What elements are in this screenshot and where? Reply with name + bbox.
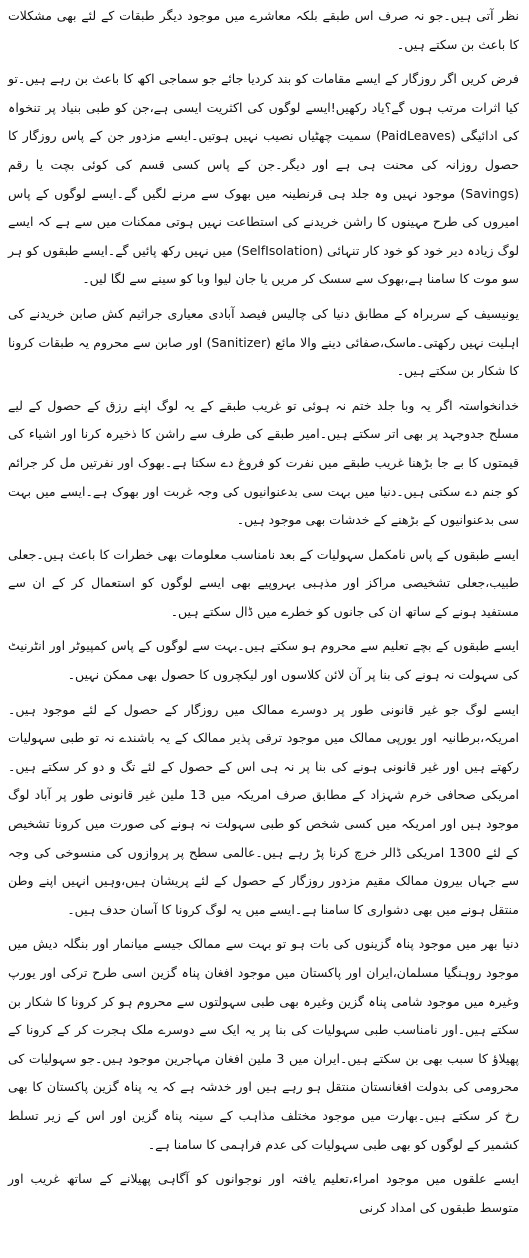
paragraph-2: فرض کریں اگر روزگار کے ایسے مقامات کو بند کردیا جائے جو سماجی اکھ کا باعث بن رہے ہیں۔تو کیا اثرات مرتب ہوں گے؟یاد رکھیں!ایسے لوگوں کی اکثریت ایسی ہے،جن کو طبی بنیاد پر تنخواہ کی ادائیگی (PaidLeaves) سمیت چھٹیاں نصیب نہیں ہوتیں۔ایسے مزدور جن کے پاس روزگار کا حصول روزانہ کی محنت ہی ہے اور دیگر۔جن کے پاس کسی قسم کی کوئی بچت یا رقم (Savings) موجود نہیں وہ جلد ہی قرنطینہ میں بھوک سے مرنے لگیں گے۔ایسے لوگوں کے پاس امیروں کی طرح مہینوں کا راشن خریدنے کی استطاعت نہیں ہوتی ممکنات میں سے ہے کہ ایسے لوگ زیادہ دیر خود کو خود کار تنہائی (SelfIsolation) میں نہیں رکھ پائیں گے۔ایسے طبقوں کو ہر سو موت کا سامنا ہے،بھوک سے سسک کر مریں یا جان لیوا وبا کو سینے سے لگا لیں۔ [8,71,519,287]
paragraph-4: خدانخواستہ اگر یہ وبا جلد ختم نہ ہوئی تو غریب طبقے کے یہ لوگ اپنے رزق کے حصول کے لیے مسلح جدوجہد پر بھی اتر سکتے ہیں۔امیر طبقے کی طرف سے راشن کا ذخیرہ کرنا اور اشیاء کی قیمتوں کا بے جا بڑھنا غریب طبقے میں نفرت کو فروغ دے سکتا ہے۔بھوک اور نفرتیں مل کر جرائم کو جنم دے سکتی ہیں۔دنیا میں بہت سی بدعنوانیوں کی وجہ غربت اور بھوک ہے۔ایسے میں بہت سی بدعنوانیوں کے بڑھنے کے خدشات بھی موجود ہیں۔ [8,397,519,528]
paragraph-9: ایسے علقوں میں موجود امراء،تعلیم یافتہ اور نوجوانوں کو آگاہی پھیلانے کے ساتھ غریب اور متوسط طبقوں کی امداد کرنی [8,1171,519,1215]
paragraph-1: نظر آتی ہیں۔جو نہ صرف اس طبقے بلکہ معاشرے میں موجود دیگر طبقات کے لئے بھی مشکلات کا باعث بن سکتے ہیں۔ [8,8,519,52]
paragraph-5: ایسے طبقوں کے پاس نامکمل سہولیات کے بعد نامناسب معلومات بھی خطرات کا باعث ہیں۔جعلی طبیب،جعلی تشخیصی مراکز اور مذہبی بہروپیے بھی ایسے لوگوں کو استعمال کر کے ان سے مستفید ہونے کے ساتھ ان کی جانوں کو خطرے میں ڈال سکتے ہیں۔ [8,546,519,619]
paragraph-7: ایسے لوگ جو غیر قانونی طور پر دوسرے ممالک میں روزگار کے حصول کے لئے موجود ہیں۔امریکہ،برطانیہ اور یورپی ممالک میں موجود ترقی پذیر ممالک کے یہ باشندے نہ تو طبی سہولیات رکھتے ہیں اور غیر قانونی ہونے کی بنا پر نہ ہی اس کے حصول کے لئے تگ و دو کر سکتے ہیں۔امریکی صحافی خرم شہزاد کے مطابق صرف امریکہ میں 13 ملین غیر قانونی طور پر آباد لوگ موجود ہیں اور امریکہ میں کسی شخص کو طبی سہولت نہ ہونے کی صورت میں کرونا تشخیص کے لئے 1300 امریکی ڈالر خرچ کرنا پڑ رہے ہیں۔عالمی سطح پر پروازوں کی منسوخی کی وجہ سے جہاں بیرون ممالک مقیم مزدور روزگار کے حصول کے لئے پریشان ہیں،وہیں انہیں اپنے وطن منتقل ہونے میں بھی دشواری کا سامنا ہے۔ایسے میں یہ لوگ کرونا کا آسان حدف ہیں۔ [8,701,519,917]
paragraph-8: دنیا بھر میں موجود پناہ گزینوں کی بات ہو تو بہت سے ممالک جیسے میانمار اور بنگلہ دیش میں موجود روہنگیا مسلمان،ایران اور پاکستان میں موجود افغان پناہ گزین اسی طرح ترکی اور یورپ وغیرہ میں موجود شامی پناہ گزین وغیرہ بھی طبی سہولتوں سے محروم ہو کر کرونا کا شکار بن سکتے ہیں۔اور نامناسب طبی سہولیات کی بنا پر یہ ایک سے دوسرے ملک ہجرت کر کے کرونا کے پھیلاؤ کا سبب بھی بن سکتے ہیں۔ایران میں 3 ملین افغان مہاجرین موجود ہیں۔جو سہولیات کی محرومی کی بدولت افغانستان منتقل ہو رہے ہیں اور خدشہ ہے کہ یہ پناہ گزین پاکستان کا بھی رخ کر سکتے ہیں۔بھارت میں موجود مختلف مذاہب کے سینہ پناہ گزین اور اس کے زیر تسلط کشمیر کے لوگوں کو بھی طبی سہولیات کی عدم فراہمی کا سامنا ہے۔ [8,936,519,1152]
paragraph-3: یونیسیف کے سربراہ کے مطابق دنیا کی چالیس فیصد آبادی معیاری جراثیم کش صابن خریدنے کی اہلیت نہیں رکھتی۔ماسک،صفائی دینے والا مائع (Sanitizer) اور صابن سے محروم یہ طبقات کرونا کا شکار بن سکتے ہیں۔ [8,305,520,379]
paragraph-6: ایسے طبقوں کے بچے تعلیم سے محروم ہو سکتے ہیں۔بہت سے لوگوں کے پاس کمپیوٹر اور انٹرنیٹ کی سہولت نہ ہونے کی بنا پر آن لائن کلاسوں اور لیکچروں کا حصول بھی ممکن نہیں۔ [8,638,519,683]
